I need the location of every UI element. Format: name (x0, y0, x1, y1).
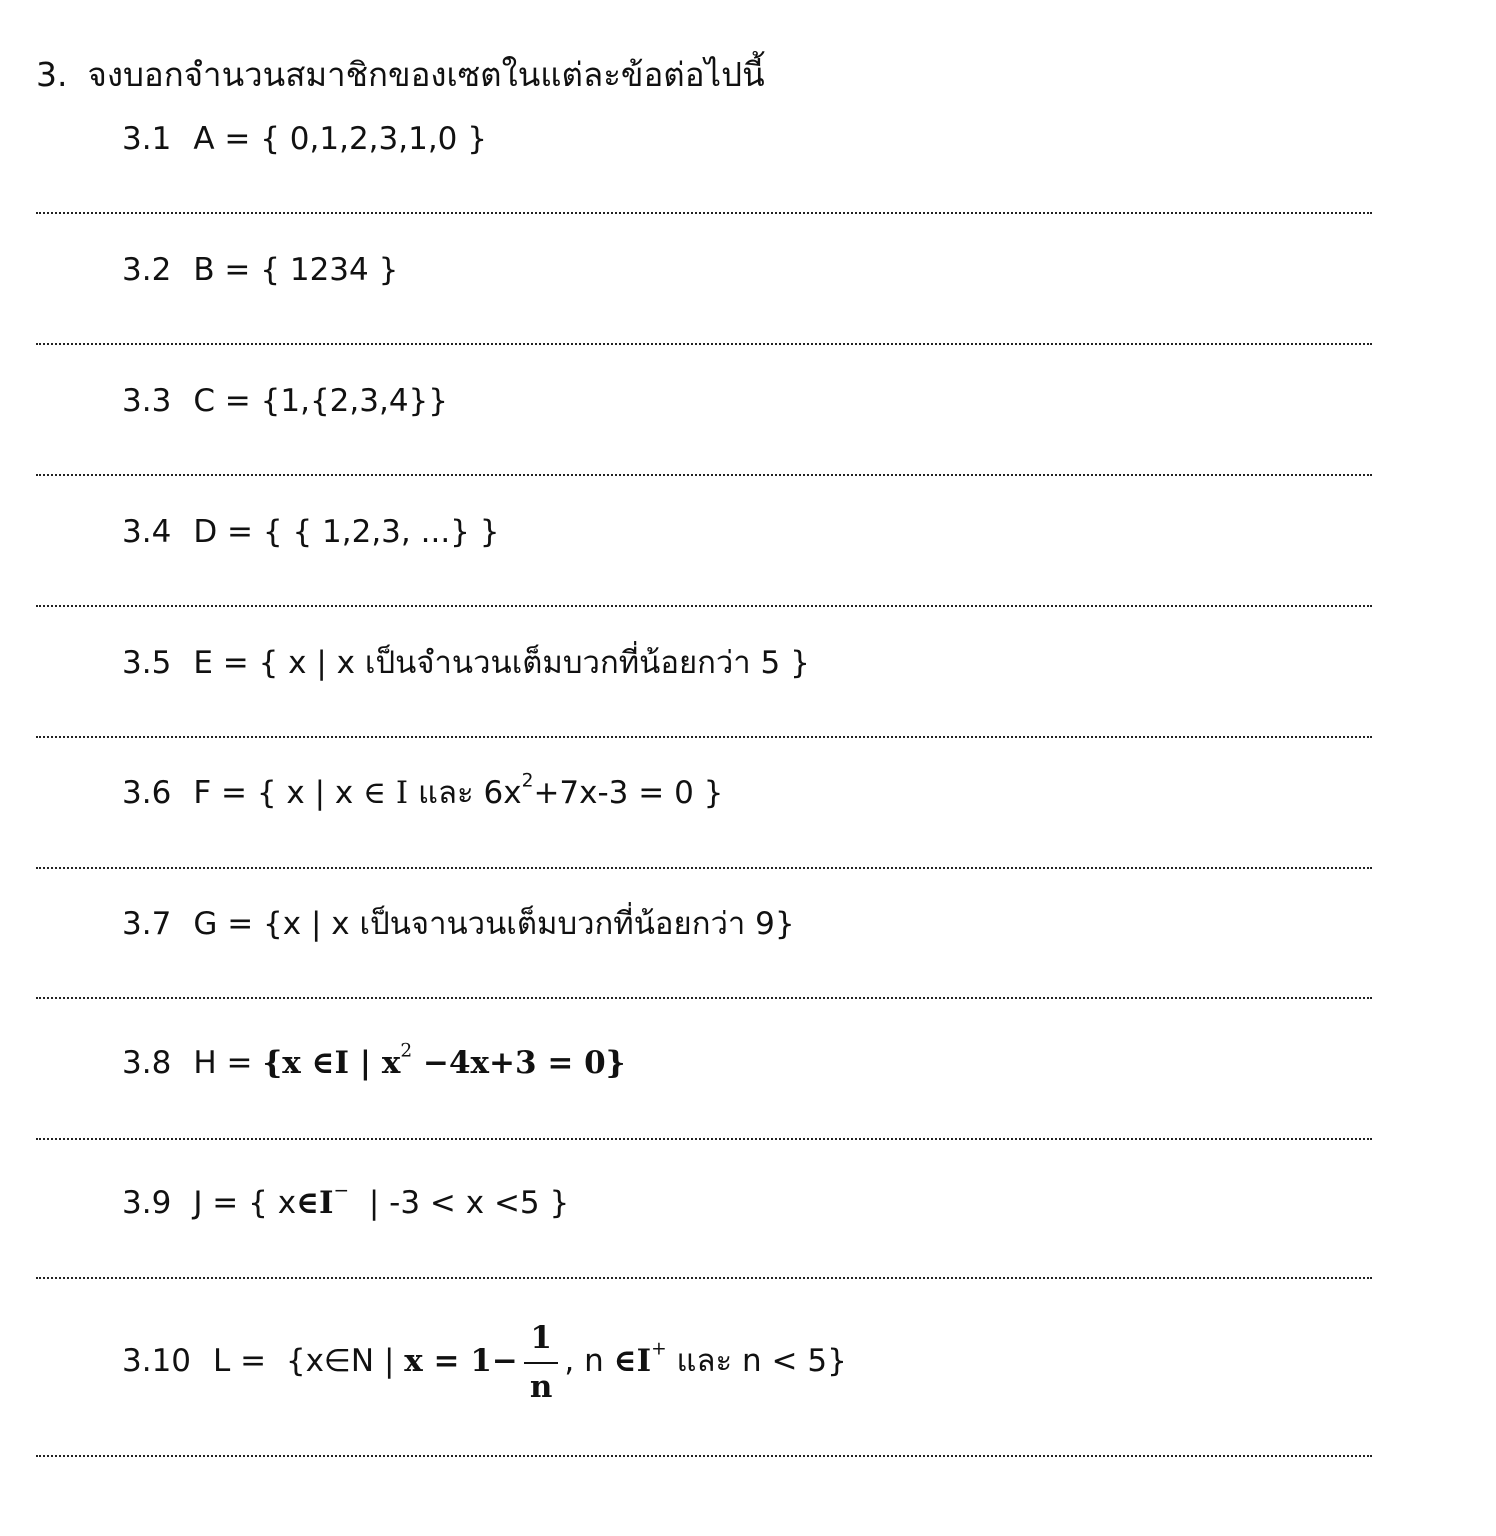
element-of-integers: ∈I (296, 1185, 334, 1221)
set-expression: { x | x เป็นจำนวนเต็มบวกที่น้อยกว่า 5 } (258, 645, 810, 681)
set-expression (256, 770, 724, 811)
set-expression: {1,{2,3,4}} (260, 383, 449, 419)
expr-part: และ n < 5} (676, 1343, 847, 1379)
expr-part: −4x+3 = 0} (412, 1045, 626, 1081)
expr-part: {x ∈I | x (262, 1045, 401, 1081)
item-number: 3.7 (122, 906, 172, 942)
item-3-3 (122, 378, 448, 424)
question-number: 3. (36, 55, 68, 94)
question-instruction: จงบอกจำนวนสมาชิกของเซตในแต่ละข้อต่อไปนี้ (87, 55, 765, 94)
answer-line-3-9 (36, 1277, 1372, 1279)
set-name: J = (193, 1185, 239, 1221)
expr-part: | -3 < x <5 } (349, 1185, 570, 1221)
set-name: H = (193, 1045, 253, 1081)
answer-line-3-4 (36, 605, 1372, 607)
set-expression: { 0,1,2,3,1,0 } (260, 121, 487, 157)
set-name: B = (193, 252, 251, 288)
fraction (524, 1319, 559, 1405)
element-of-integers: ∈I (613, 1343, 652, 1379)
set-expression: { { 1,2,3, ...} } (262, 514, 500, 550)
item-number: 3.6 (122, 775, 172, 811)
expr-part: {x∈N | (276, 1343, 395, 1379)
item-3-1 (122, 116, 487, 162)
item-3-8 (122, 1040, 626, 1086)
item-number: 3.3 (122, 383, 172, 419)
item-3-9 (122, 1180, 569, 1226)
expr-part: +7x-3 = 0 } (533, 775, 724, 811)
item-number: 3.9 (122, 1185, 172, 1221)
item-number: 3.2 (122, 252, 172, 288)
element-of-integers: ∈ I (363, 775, 409, 811)
set-expression: { 1234 } (260, 252, 399, 288)
item-number: 3.10 (122, 1343, 192, 1379)
exponent: 2 (521, 770, 534, 792)
set-expression (276, 1319, 847, 1405)
set-name: C = (193, 383, 251, 419)
answer-line-3-1 (36, 212, 1372, 214)
answer-line-3-3 (36, 474, 1372, 476)
answer-line-3-5 (36, 736, 1372, 738)
set-name: L = (213, 1343, 267, 1379)
expr-part: { x | x (256, 775, 354, 811)
item-number: 3.5 (122, 645, 172, 681)
question-heading (36, 50, 765, 100)
answer-line-3-6 (36, 867, 1372, 869)
set-expression (248, 1180, 570, 1221)
expr-part: x = 1− (404, 1343, 518, 1379)
item-3-6 (122, 770, 723, 816)
set-name: D = (193, 514, 254, 550)
fraction-numerator: 1 (530, 1319, 552, 1356)
expr-part: และ 6x (418, 775, 522, 811)
item-number: 3.1 (122, 121, 172, 157)
answer-line-3-7 (36, 997, 1372, 999)
item-number: 3.4 (122, 514, 172, 550)
set-name: A = (193, 121, 251, 157)
item-number: 3.8 (122, 1045, 172, 1081)
answer-line-3-8 (36, 1138, 1372, 1140)
item-3-4 (122, 509, 499, 555)
item-3-10 (122, 1316, 847, 1406)
positive-superscript: + (651, 1338, 667, 1360)
set-name: F = (193, 775, 247, 811)
item-3-2 (122, 247, 398, 293)
exponent: 2 (400, 1040, 413, 1062)
set-name: E = (193, 645, 249, 681)
negative-superscript: − (333, 1180, 350, 1202)
expr-part: { x (248, 1185, 297, 1221)
set-expression: {x | x เป็นจานวนเต็มบวกที่น้อยกว่า 9} (263, 906, 795, 942)
item-3-5 (122, 640, 810, 686)
fraction-denominator: n (529, 1368, 553, 1405)
answer-line-3-10 (36, 1455, 1372, 1457)
set-expression (262, 1040, 626, 1081)
expr-part: , n (564, 1343, 604, 1379)
answer-line-3-2 (36, 343, 1372, 345)
set-name: G = (193, 906, 254, 942)
item-3-7 (122, 901, 795, 947)
